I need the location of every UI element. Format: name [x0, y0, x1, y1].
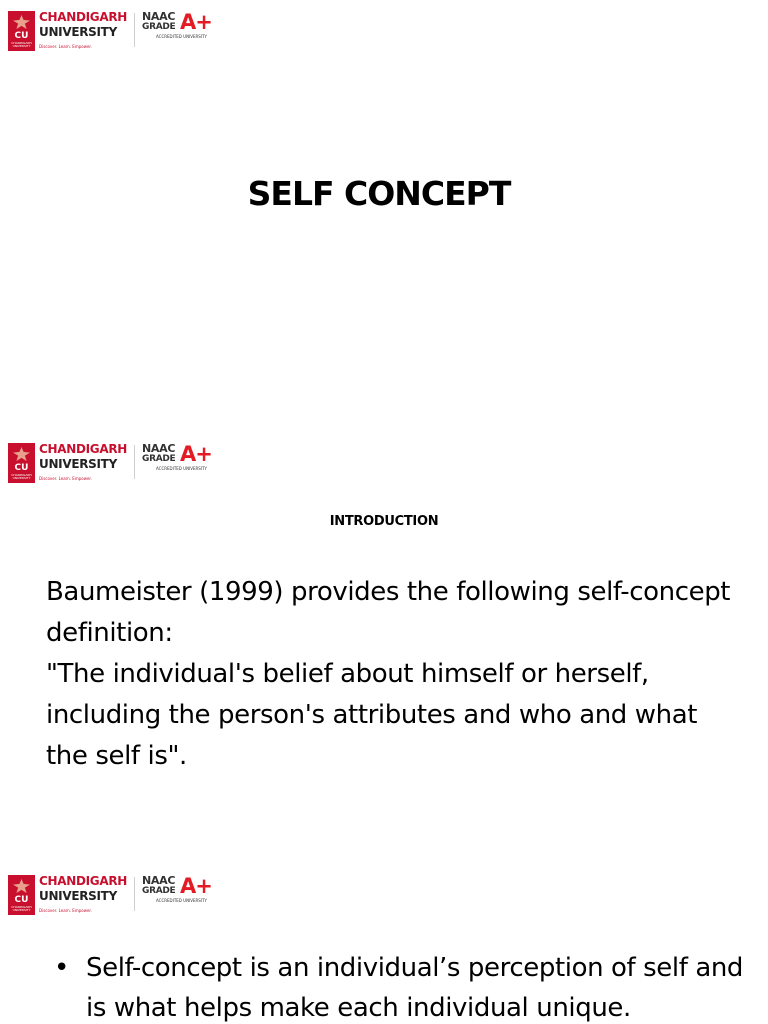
slide-introduction — [0, 432, 768, 864]
bullet-list — [52, 948, 752, 1024]
seal-subtext: CHANDIGARH UNIVERSITY — [11, 473, 32, 480]
university-tagline: Discover. Learn. Empower. — [39, 476, 92, 481]
seal-text: CU — [14, 895, 29, 905]
naac-label: NAAC — [142, 442, 176, 455]
grade-label: GRADE — [142, 454, 176, 464]
list-item — [52, 948, 752, 1024]
university-name-line1: CHANDIGARH — [39, 10, 128, 24]
definition-paragraph: Baumeister (1999) provides the following self-concept definition: — [46, 577, 731, 648]
naac-label: NAAC — [142, 874, 176, 887]
university-name-line2: UNIVERSITY — [39, 457, 117, 471]
grade-value: A+ — [180, 874, 212, 898]
accredited-label: ACCREDITED UNIVERSITY — [156, 898, 207, 903]
logo-divider — [134, 13, 135, 47]
naac-badge — [142, 875, 212, 915]
accredited-label: ACCREDITED UNIVERSITY — [156, 466, 207, 471]
slide-title — [0, 0, 768, 432]
university-name-line2: UNIVERSITY — [39, 25, 117, 39]
university-logo — [8, 10, 212, 51]
grade-value: A+ — [180, 10, 212, 34]
naac-badge — [142, 443, 212, 483]
naac-badge — [142, 11, 212, 51]
bullet-icon: • — [54, 953, 69, 983]
university-name — [39, 874, 127, 904]
university-logo — [8, 874, 212, 915]
seal-emblem-icon — [13, 879, 30, 893]
logo-divider — [134, 877, 135, 911]
slide-self-concept — [0, 864, 768, 1024]
list-item-text: Self-concept is an individual’s perception of self and is what helps make each individual unique. — [86, 953, 744, 1023]
definition-quote: "The individual's belief about himself or herself, including the person's attributes and who and what the self is". — [46, 659, 698, 771]
naac-label: NAAC — [142, 10, 176, 23]
university-tagline: Discover. Learn. Empower. — [39, 44, 92, 49]
university-name-line1: CHANDIGARH — [39, 442, 128, 456]
seal-emblem-icon — [13, 447, 30, 461]
grade-label: GRADE — [142, 886, 176, 896]
seal-text: CU — [14, 463, 29, 473]
university-logo — [8, 442, 212, 483]
university-name-line1: CHANDIGARH — [39, 874, 128, 888]
university-tagline: Discover. Learn. Empower. — [39, 908, 92, 913]
university-seal-icon — [8, 875, 35, 915]
definition-text — [46, 572, 736, 777]
seal-subtext: CHANDIGARH UNIVERSITY — [11, 41, 32, 48]
accredited-label: ACCREDITED UNIVERSITY — [156, 34, 207, 39]
grade-value: A+ — [180, 442, 212, 466]
logo-divider — [134, 445, 135, 479]
university-name-line2: UNIVERSITY — [39, 889, 117, 903]
university-seal-icon — [8, 443, 35, 483]
section-heading: INTRODUCTION — [329, 514, 439, 529]
grade-label: GRADE — [142, 22, 176, 32]
slide-title-text: SELF CONCEPT — [247, 174, 511, 213]
university-seal-icon — [8, 11, 35, 51]
university-name — [39, 10, 127, 40]
university-name — [39, 442, 127, 472]
seal-text: CU — [14, 31, 29, 41]
seal-emblem-icon — [13, 15, 30, 29]
seal-subtext: CHANDIGARH UNIVERSITY — [11, 905, 32, 912]
